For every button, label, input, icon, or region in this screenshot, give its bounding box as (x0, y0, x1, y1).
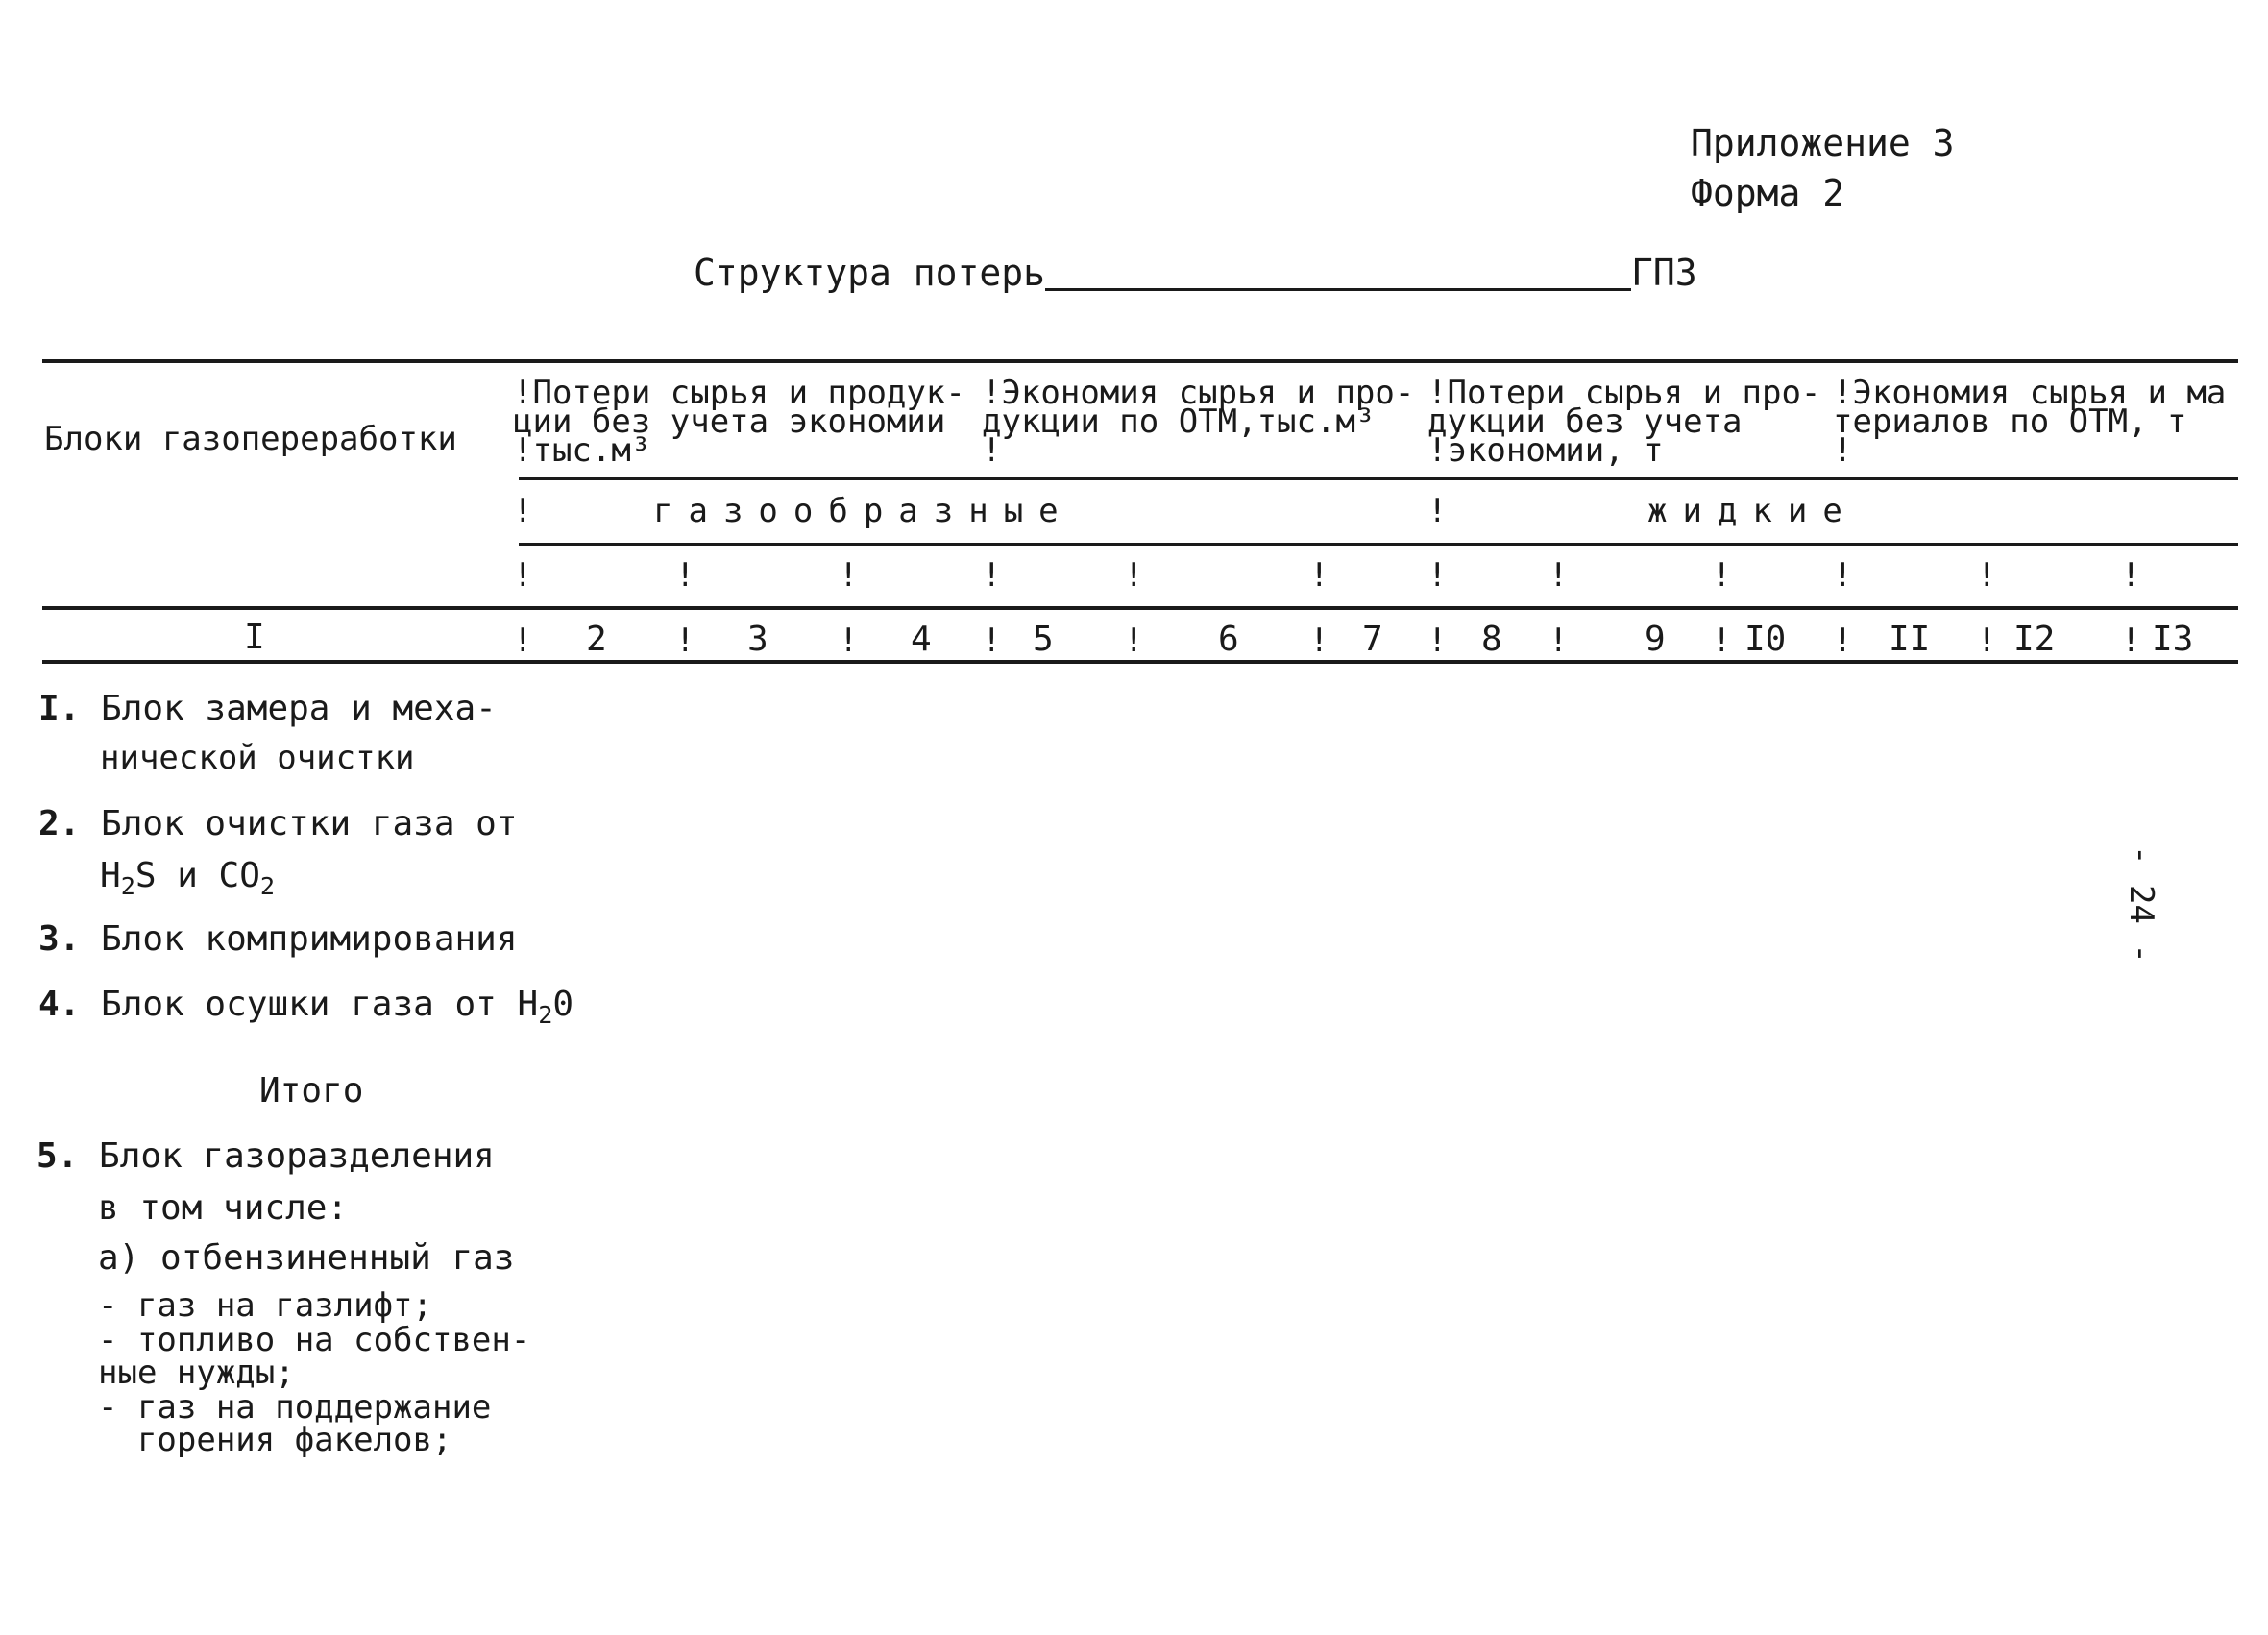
row-4-sub: 2 (538, 1001, 553, 1030)
col-sep: ! (2121, 622, 2141, 660)
row-1-line1: Блок замера и меха- (101, 689, 497, 728)
stub-header: Блоки газопереработки (44, 420, 457, 458)
group-header-4-line2: териалов по ОТМ, т (1833, 403, 2187, 441)
subgroup-gas-mark: ! (513, 492, 533, 530)
sep-1: ! (513, 556, 533, 595)
sep-7: ! (1427, 556, 1448, 595)
sep-10: ! (1833, 556, 1853, 595)
group-header-4-line1: !Экономия сырья и ма (1833, 374, 2227, 412)
group-header-3 (1427, 374, 1821, 470)
sep-12: ! (2121, 556, 2141, 595)
row-5-subtitle: в том числе: (98, 1188, 349, 1228)
title-blank-line (1045, 259, 1631, 291)
col-num-2: 2 (586, 620, 607, 659)
formula-rest: S и CO (134, 856, 260, 895)
doc-title-suffix: ГПЗ (1631, 252, 1697, 294)
row-2-num: 2. (38, 804, 81, 843)
group-header-2-line3: ! (982, 431, 1002, 470)
col-num-1: I (244, 618, 265, 657)
row-2 (38, 804, 518, 843)
group-header-1-line3: !тыс.м³ (513, 431, 651, 470)
group-rule (519, 477, 2238, 480)
row-5 (37, 1136, 495, 1176)
group-header-1-line2: ции без учета экономии (513, 403, 946, 441)
row-total: Итого (259, 1071, 364, 1110)
form-label: Форма 2 (1691, 172, 1845, 214)
col-num-11: II (1889, 620, 1931, 659)
row-4-line1: Блок осушки газа от H (101, 985, 539, 1024)
group-header-4-line3: ! (1833, 431, 1853, 470)
col-num-5: 5 (1033, 620, 1054, 659)
sep-5: ! (1124, 556, 1144, 595)
subgroup-rule (519, 543, 2238, 546)
col-num-7: 7 (1362, 620, 1383, 659)
row-4 (38, 985, 574, 1030)
col-num-3: 3 (747, 620, 768, 659)
row-1 (38, 689, 497, 728)
sep-8: ! (1549, 556, 1569, 595)
sep-4: ! (982, 556, 1002, 595)
page-number: - 24 - (2122, 845, 2160, 964)
group-header-1-line1: !Потери сырья и продук- (513, 374, 965, 412)
col-sep: ! (1712, 622, 1732, 660)
sep-6: ! (1309, 556, 1329, 595)
col-num-9: 9 (1645, 620, 1666, 659)
col-sep: ! (1833, 622, 1853, 660)
sep-9: ! (1712, 556, 1732, 595)
col-sep: ! (1309, 622, 1329, 660)
col-num-13: I3 (2152, 620, 2194, 659)
formula-sub-1: 2 (120, 872, 135, 901)
row-2-formula (100, 856, 276, 901)
col-sep: ! (1427, 622, 1448, 660)
subgroup-gas: газообразные (653, 492, 1074, 530)
group-header-3-line1: !Потери сырья и про- (1427, 374, 1821, 412)
row-2-line1: Блок очистки газа от (101, 804, 518, 843)
row-4-num: 4. (38, 985, 81, 1024)
numbers-bottom-rule (42, 660, 2238, 664)
sep-2: ! (675, 556, 695, 595)
row-5-line1: Блок газоразделения (99, 1136, 495, 1176)
formula-h: H (100, 856, 121, 895)
header-bottom-rule (42, 606, 2238, 610)
doc-title (694, 252, 1697, 294)
row-4-line1b: 0 (552, 985, 574, 1024)
row-5a: а) отбензиненный газ (98, 1238, 515, 1278)
row-3-line1: Блок компримирования (101, 919, 518, 959)
group-header-3-line3: !экономии, т (1427, 431, 1664, 470)
formula-sub-2: 2 (259, 872, 276, 901)
col-sep: ! (1977, 622, 1997, 660)
subgroup-liquid: жидкие (1647, 492, 1858, 530)
col-sep: ! (839, 622, 859, 660)
col-num-8: 8 (1481, 620, 1502, 659)
row-5a-item-3-line2: горения факелов; (98, 1421, 452, 1459)
row-3 (38, 919, 518, 959)
group-header-2-line2: дукции по ОТМ,тыс.м³ (982, 403, 1376, 441)
sep-11: ! (1977, 556, 1997, 595)
group-header-2-line1: !Экономия сырья и про- (982, 374, 1415, 412)
row-5a-item-2-line2: ные нужды; (98, 1354, 295, 1392)
group-header-1 (513, 374, 965, 470)
sep-3: ! (839, 556, 859, 595)
col-num-6: 6 (1218, 620, 1239, 659)
row-5a-item-2-line1: - топливо на собствен- (98, 1321, 531, 1359)
group-header-2 (982, 374, 1415, 470)
col-num-4: 4 (911, 620, 932, 659)
col-num-10: I0 (1744, 620, 1787, 659)
col-sep: ! (675, 622, 695, 660)
col-sep: ! (1124, 622, 1144, 660)
row-5-num: 5. (37, 1136, 79, 1176)
col-sep: ! (513, 622, 533, 660)
row-5a-item-1: - газ на газлифт; (98, 1286, 432, 1325)
col-sep: ! (1549, 622, 1569, 660)
subgroup-liquid-mark: ! (1427, 492, 1448, 530)
table-top-rule (42, 359, 2238, 363)
group-header-4 (1833, 374, 2227, 470)
row-1-num: I. (38, 689, 81, 728)
doc-title-prefix: Структура потерь (694, 252, 1046, 294)
row-5a-item-3-line1: - газ на поддержание (98, 1388, 492, 1427)
row-3-num: 3. (38, 919, 81, 959)
appendix-label: Приложение 3 (1691, 122, 1955, 164)
col-num-12: I2 (2013, 620, 2056, 659)
col-sep: ! (982, 622, 1002, 660)
row-1-line2: нической очистки (100, 739, 415, 777)
group-header-3-line2: дукции без учета (1427, 403, 1743, 441)
